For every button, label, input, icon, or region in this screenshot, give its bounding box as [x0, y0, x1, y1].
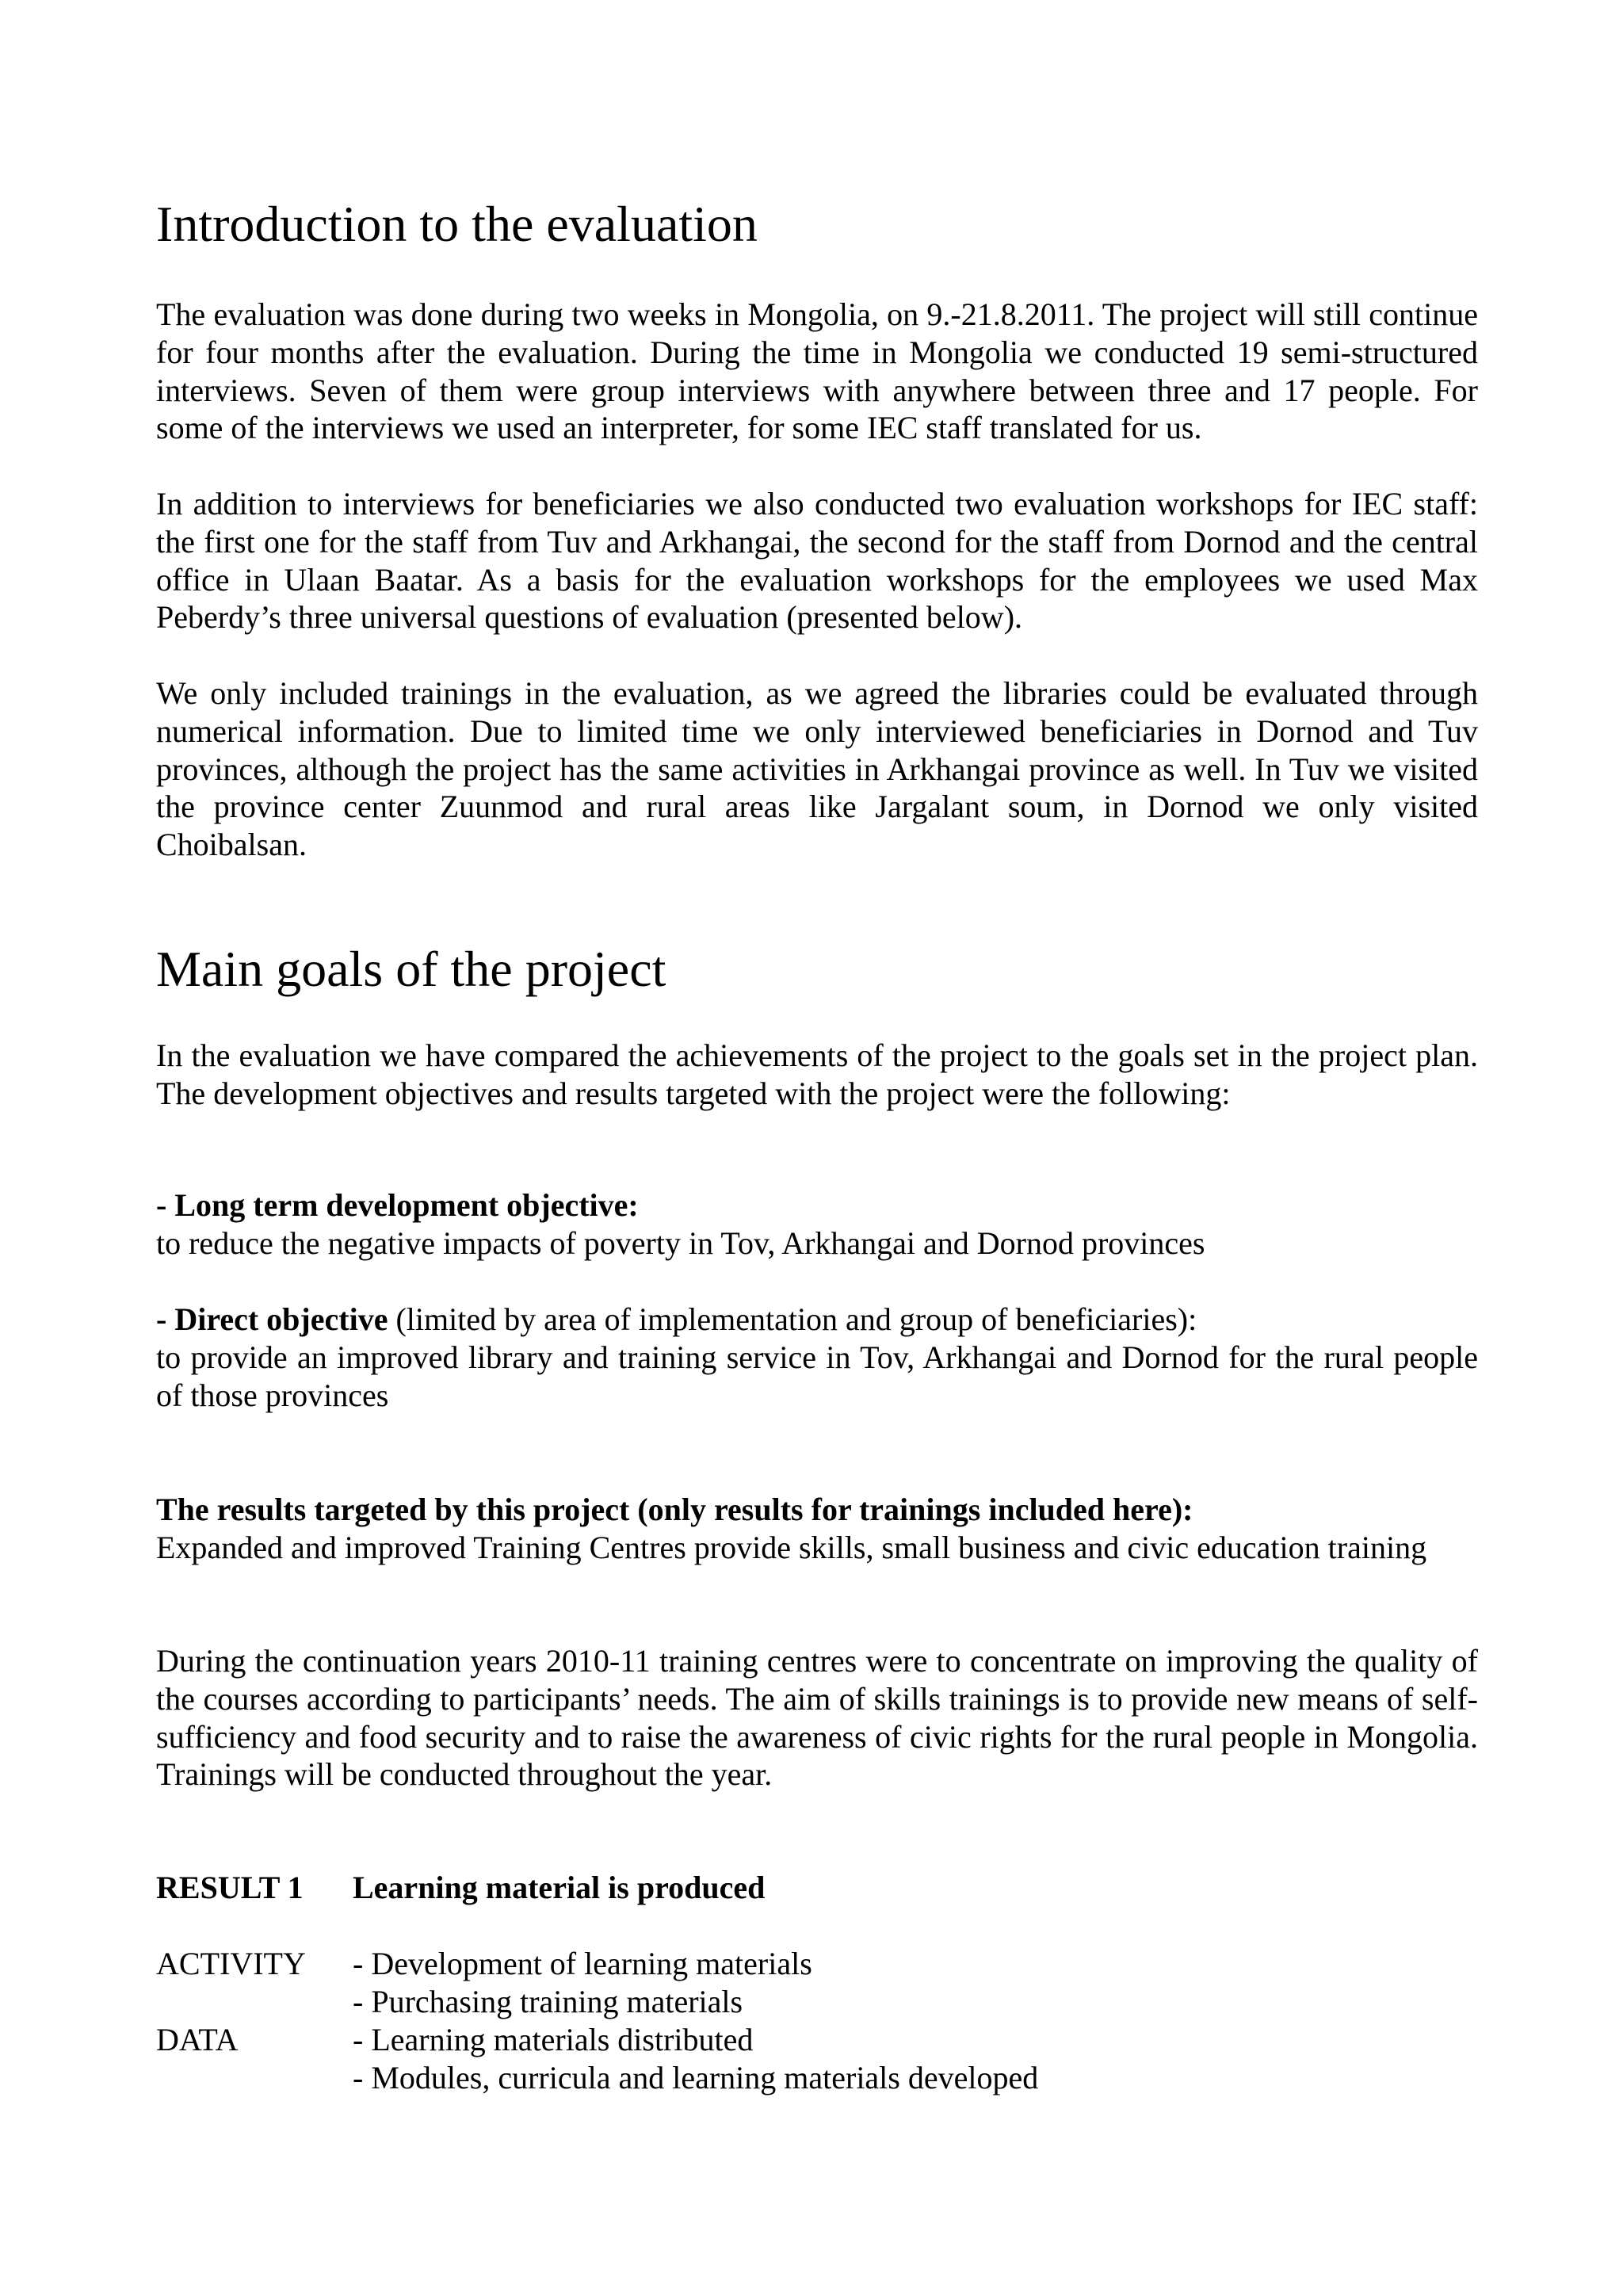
results-targeted-text: Expanded and improved Training Centres provide skills, small business and civic education training [156, 1530, 1427, 1565]
activity-row-2 [156, 1983, 1478, 2021]
data-label: DATA [156, 2022, 239, 2057]
data-item: - Learning materials distributed [353, 2022, 754, 2057]
long-term-objective-label: - Long term development objective: [156, 1187, 639, 1223]
results-targeted-label: The results targeted by this project (only results for trainings included here): [156, 1492, 1193, 1527]
intro-paragraph-1: The evaluation was done during two weeks in Mongolia, on 9.-21.8.2011. The project will still continue for four months after the evaluation. During the time in Mongolia we conducted 19 semi-structured interviews. Seven of them were group interviews with anywhere between three and 17 people. For some of the interviews we used an interpreter, for some IEC staff translated for us. [156, 296, 1478, 446]
data-row-1 [156, 2021, 1478, 2059]
intro-paragraph-2: In addition to interviews for beneficiaries we also conducted two evaluation workshops for IEC staff: the first one for the staff from Tuv and Arkhangai, the second for the staff from Dornod and the central office in Ulaan Baatar. As a basis for the evaluation workshops for the employees we used Max Peberdy’s three universal questions of evaluation (presented below). [156, 486, 1478, 636]
result-1-row [156, 1869, 1478, 1907]
direct-objective-heading [156, 1301, 1478, 1339]
result-1-title: Learning material is produced [353, 1870, 766, 1905]
result-1-label: RESULT 1 [156, 1870, 304, 1905]
direct-objective-text: to provide an improved library and training service in Tov, Arkhangai and Dornod for the rural people of those provinces [156, 1339, 1478, 1413]
activity-item: - Development of learning materials [353, 1946, 812, 1981]
continuation-paragraph: During the continuation years 2010-11 training centres were to concentrate on improving the quality of the courses according to participants’ needs. The aim of skills trainings is to provide new means of self-sufficiency and food security and to raise the awareness of civic rights for the rural people in Mongolia. Trainings will be conducted throughout the year. [156, 1643, 1478, 1793]
data-item: - Modules, curricula and learning materials developed [353, 2060, 1039, 2095]
activity-item: - Purchasing training materials [353, 1984, 743, 2019]
data-row-2 [156, 2059, 1478, 2097]
activity-row-1 [156, 1945, 1478, 1983]
long-term-objective-text: to reduce the negative impacts of poverty in Tov, Arkhangai and Dornod provinces [156, 1225, 1205, 1261]
direct-objective-label: - Direct objective [156, 1301, 388, 1337]
goals-intro-paragraph: In the evaluation we have compared the achievements of the project to the goals set in the project plan. The development objectives and results targeted with the project were the following: [156, 1037, 1478, 1111]
goals-heading: Main goals of the project [156, 941, 666, 997]
direct-objective-note: (limited by area of implementation and group of beneficiaries): [388, 1301, 1197, 1337]
intro-paragraph-3: We only included trainings in the evaluation, as we agreed the libraries could be evaluated through numerical information. Due to limited time we only interviewed beneficiaries in Dornod and Tuv provinces, although the project has the same activities in Arkhangai province as well. In Tuv we visited the province center Zuunmod and rural areas like Jargalant soum, in Dornod we only visited Choibalsan. [156, 675, 1478, 863]
intro-heading: Introduction to the evaluation [156, 196, 758, 252]
activity-label: ACTIVITY [156, 1946, 306, 1981]
